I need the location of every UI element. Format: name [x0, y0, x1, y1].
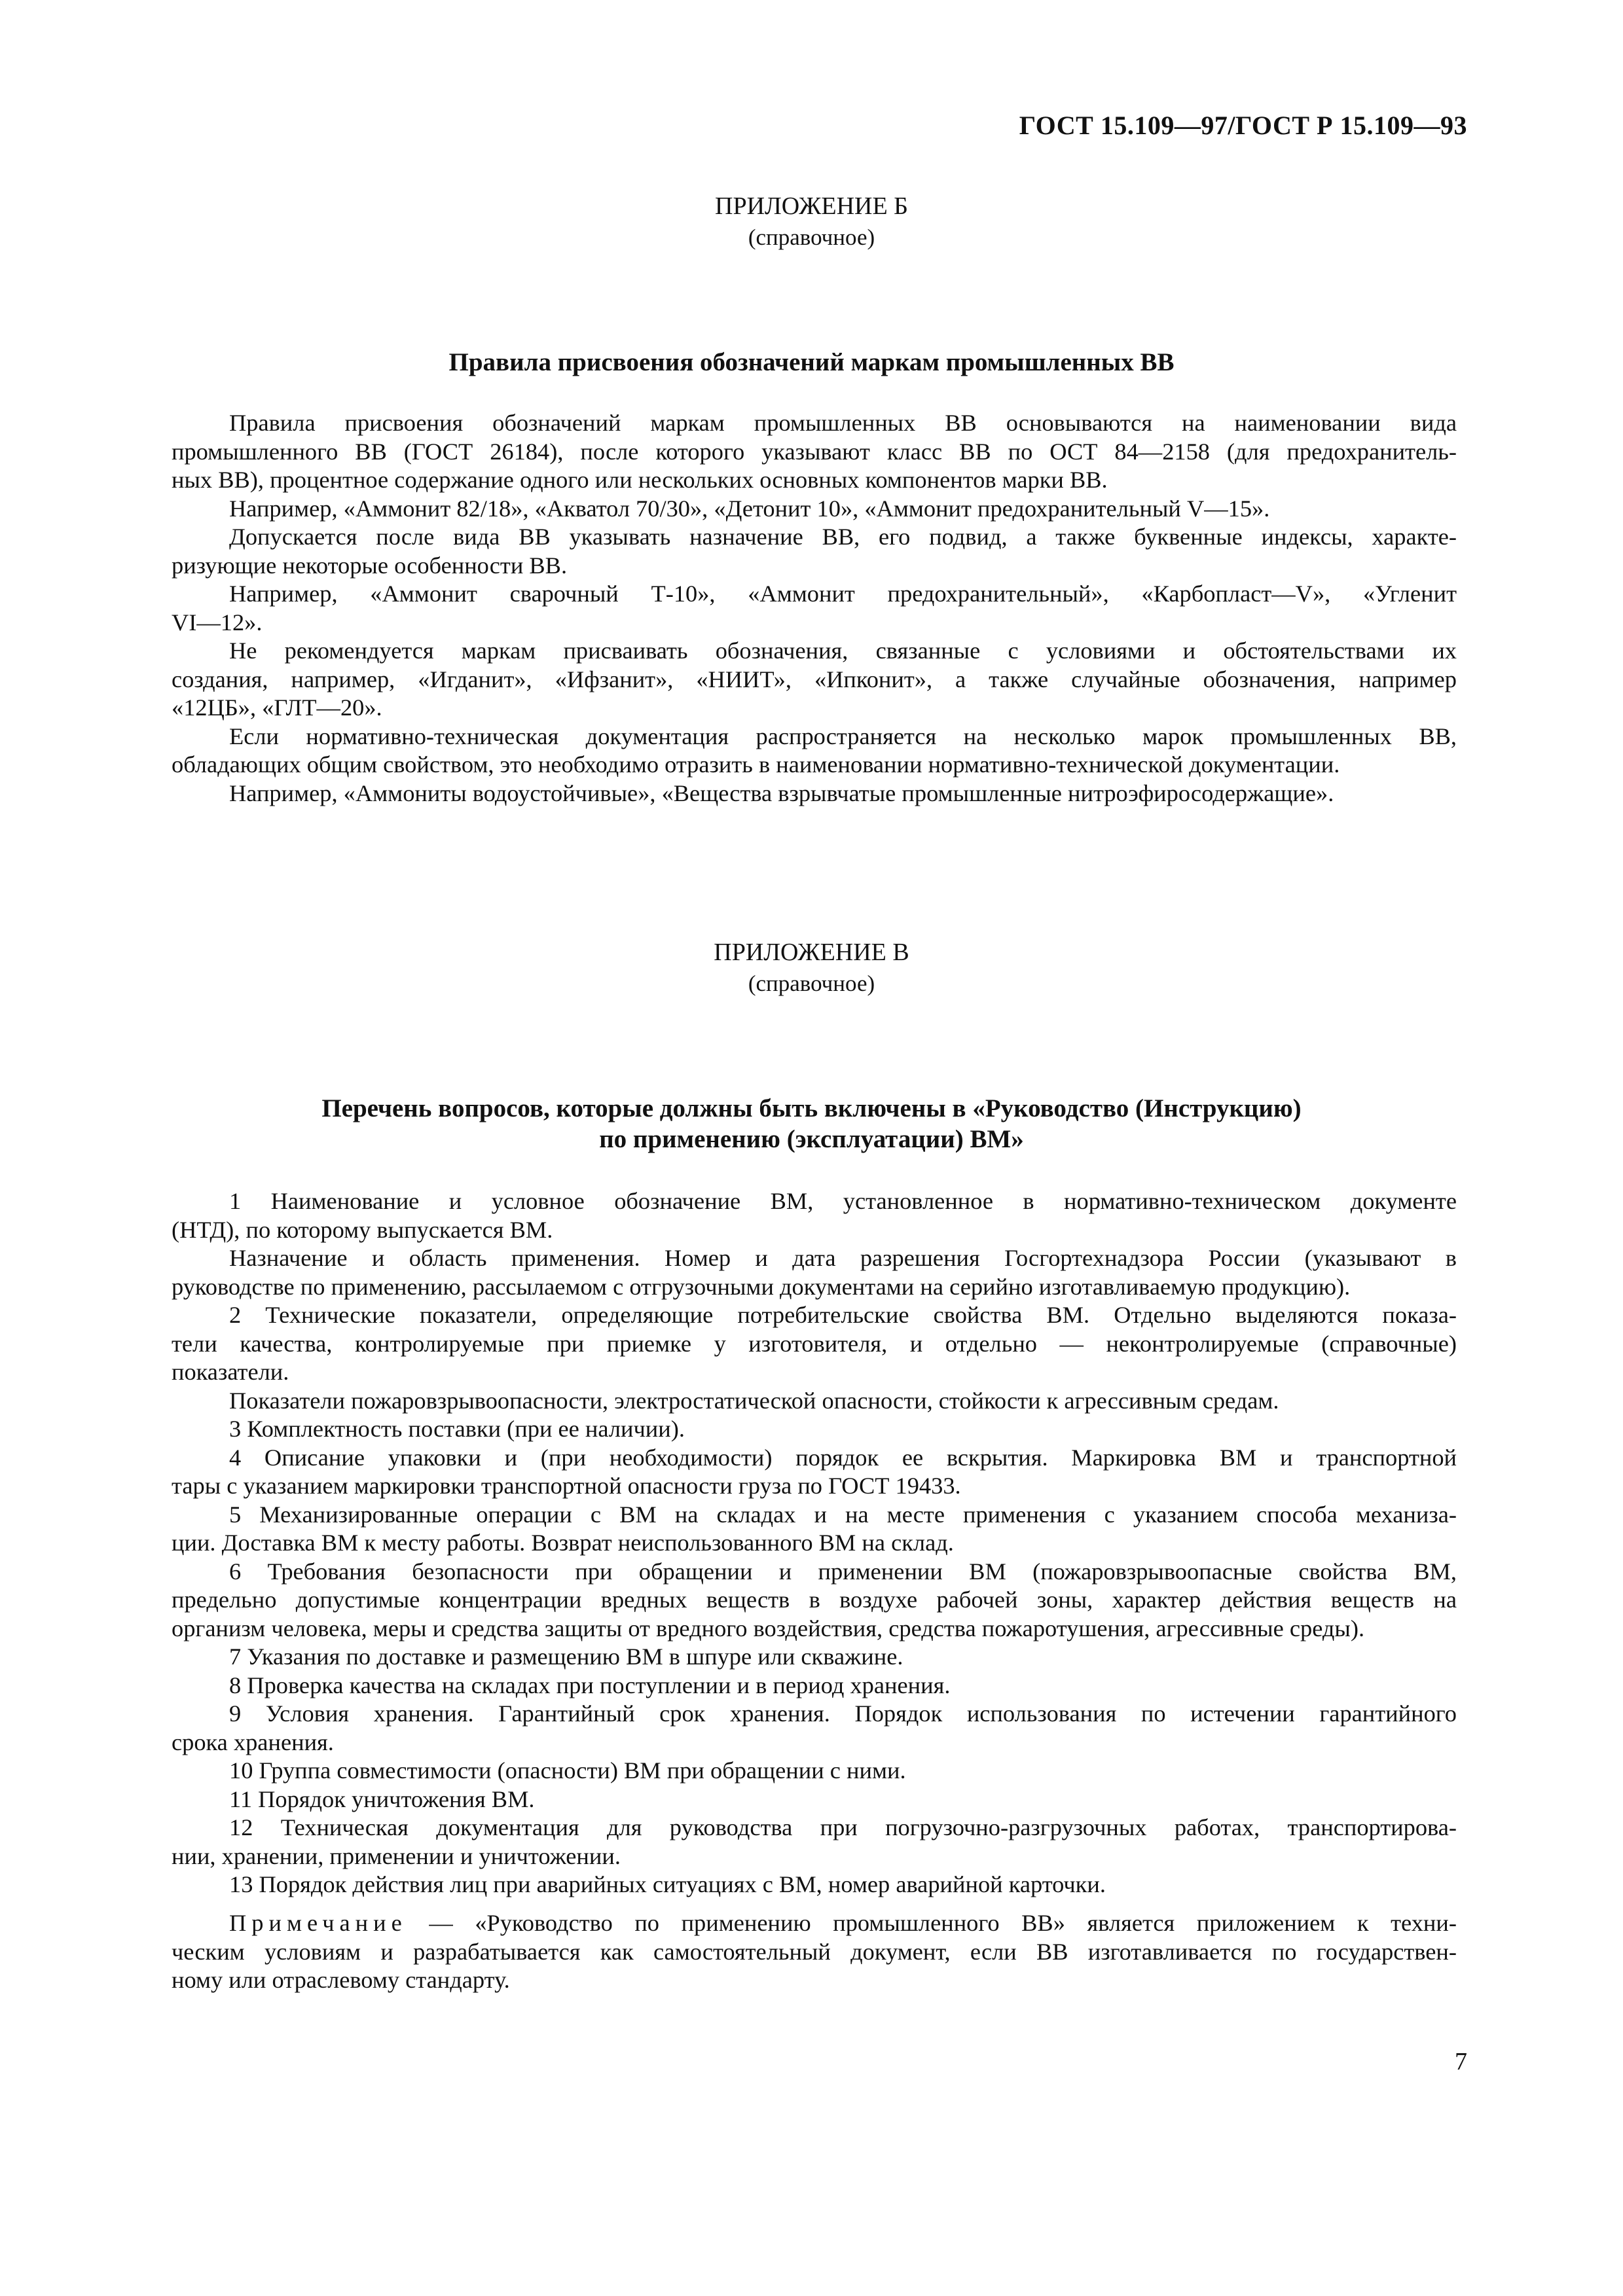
paragraph-line: предельно допустимые концентрации вредных веществ в воздухе рабочей зоны, характер действия веществ на — [172, 1587, 1457, 1613]
appendix-b-paragraph — [172, 637, 1457, 723]
appendix-v-title-line-2: по применению (эксплуатации) ВМ» — [599, 1125, 1024, 1153]
note-label: Примечание — [229, 1910, 407, 1936]
appendix-b-paragraph — [172, 580, 1457, 637]
appendix-b-label: ПРИЛОЖЕНИЕ Б — [715, 192, 908, 220]
paragraph-line: 4 Описание упаковки и (при необходимости) порядок ее вскрытия. Маркировка ВМ и транспортной — [229, 1444, 1457, 1471]
paragraph-line: Например, «Аммонит 82/18», «Акватол 70/30», «Детонит 10», «Аммонит предохранительный V—15». — [229, 495, 1270, 522]
appendix-v-title-line-1: Перечень вопросов, которые должны быть включены в «Руководство (Инструкцию) — [321, 1094, 1302, 1122]
appendix-v-paragraph — [172, 1785, 1457, 1814]
paragraph-line: Правила присвоения обозначений маркам промышленных ВВ основываются на наименовании вида — [229, 410, 1457, 436]
appendix-v-paragraph — [172, 1301, 1457, 1387]
appendix-v-paragraph — [172, 1643, 1457, 1672]
appendix-v-label: ПРИЛОЖЕНИЕ В — [714, 939, 909, 966]
paragraph-line: 13 Порядок действия лиц при аварийных ситуациях с ВМ, номер аварийной карточки. — [229, 1871, 1106, 1897]
note-line: ческим условиям и разрабатывается как самостоятельный документ, если ВВ изготавливается по государствен- — [172, 1938, 1457, 1965]
appendix-b-paragraph — [172, 780, 1457, 808]
appendix-b-title: Правила присвоения обозначений маркам промышленных ВВ — [448, 348, 1175, 376]
document-header: ГОСТ 15.109—97/ГОСТ Р 15.109—93 — [1019, 111, 1467, 140]
appendix-v-paragraph — [172, 1415, 1457, 1444]
appendix-v-paragraph — [172, 1501, 1457, 1558]
appendix-v-kind: (справочное) — [748, 971, 875, 996]
paragraph-line: 10 Группа совместимости (опасности) ВМ при обращении с ними. — [229, 1757, 906, 1784]
paragraph-line: 9 Условия хранения. Гарантийный срок хранения. Порядок использования по истечении гарантийного — [229, 1700, 1457, 1727]
appendix-v-paragraph — [172, 1444, 1457, 1501]
note-line: ному или отраслевому стандарту. — [172, 1967, 510, 1993]
appendix-b-paragraph — [172, 495, 1457, 524]
paragraph-line: промышленного ВВ (ГОСТ 26184), после которого указывают класс ВВ по ОСТ 84—2158 (для предохранитель- — [172, 438, 1457, 465]
note-line — [172, 1909, 1457, 1938]
note-block — [172, 1909, 1457, 1995]
paragraph-line: Допускается после вида ВВ указывать назначение ВВ, его подвид, а также буквенные индексы, характе- — [229, 524, 1457, 550]
appendix-b-body — [172, 409, 1457, 808]
paragraph-line: (НТД), по которому выпускается ВМ. — [172, 1216, 553, 1243]
paragraph-line: ных ВВ), процентное содержание одного или нескольких основных компонентов марки ВВ. — [172, 467, 1108, 493]
paragraph-line: тары с указанием маркировки транспортной опасности груза по ГОСТ 19433. — [172, 1473, 961, 1499]
paragraph-line: Если нормативно-техническая документация распространяется на несколько марок промышленных ВВ, — [229, 723, 1457, 749]
appendix-v-heading — [0, 937, 1623, 999]
page-number: 7 — [1455, 2048, 1467, 2075]
appendix-b-paragraph — [172, 723, 1457, 780]
paragraph-line: тели качества, контролируемые при приемке у изготовителя, и отдельно — неконтролируемые (справочные) — [172, 1330, 1457, 1357]
appendix-v-paragraph — [172, 1244, 1457, 1301]
paragraph-line: срока хранения. — [172, 1729, 334, 1755]
paragraph-line: VI—12». — [172, 609, 263, 636]
paragraph-line: Не рекомендуется маркам присваивать обозначения, связанные с условиями и обстоятельствами их — [229, 637, 1457, 664]
appendix-v-title — [0, 1093, 1623, 1155]
paragraph-line: 2 Технические показатели, определяющие потребительские свойства ВМ. Отдельно выделяются показа- — [229, 1302, 1457, 1328]
appendix-b-paragraph — [172, 409, 1457, 495]
appendix-v-paragraph — [172, 1187, 1457, 1244]
paragraph-line: 5 Механизированные операции с ВМ на складах и на месте применения с указанием способа механиза- — [229, 1501, 1457, 1528]
paragraph-line: Например, «Аммонит сварочный Т-10», «Аммонит предохранительный», «Карбопласт—V», «Угленит — [229, 581, 1457, 607]
paragraph-line: 12 Техническая документация для руководства при погрузочно-разгрузочных работах, транспортирова- — [229, 1814, 1457, 1840]
appendix-v-paragraph — [172, 1672, 1457, 1700]
paragraph-line: Назначение и область применения. Номер и дата разрешения Госгортехнадзора России (указывают в — [229, 1245, 1457, 1271]
note-paragraph — [172, 1909, 1457, 1995]
paragraph-line: показатели. — [172, 1359, 289, 1385]
paragraph-line: «12ЦБ», «ГЛТ—20». — [172, 694, 382, 721]
appendix-v-paragraph — [172, 1757, 1457, 1785]
paragraph-line: нии, хранении, применении и уничтожении. — [172, 1842, 621, 1869]
appendix-v-paragraph — [172, 1814, 1457, 1871]
paragraph-line: Например, «Аммониты водоустойчивые», «Вещества взрывчатые промышленные нитроэфиросодержащие». — [229, 780, 1334, 806]
appendix-v-paragraph — [172, 1387, 1457, 1416]
appendix-b-kind: (справочное) — [748, 224, 875, 250]
appendix-v-paragraph — [172, 1700, 1457, 1757]
appendix-v-body — [172, 1187, 1457, 1899]
paragraph-line: 3 Комплектность поставки (при ее наличии). — [229, 1416, 685, 1442]
appendix-b-paragraph — [172, 523, 1457, 580]
paragraph-line: 6 Требования безопасности при обращении и применении ВМ (пожаровзрывоопасные свойства ВМ, — [229, 1558, 1457, 1585]
paragraph-line: ции. Доставка ВМ к месту работы. Возврат неиспользованного ВМ на склад. — [172, 1530, 954, 1556]
appendix-b-heading — [0, 191, 1623, 253]
paragraph-line: ризующие некоторые особенности ВВ. — [172, 552, 568, 579]
note-text: — «Руководство по применению промышленного ВВ» является приложением к техни- — [407, 1910, 1457, 1936]
appendix-v-paragraph — [172, 1558, 1457, 1643]
paragraph-line: 8 Проверка качества на складах при поступлении и в период хранения. — [229, 1672, 951, 1698]
paragraph-line: 1 Наименование и условное обозначение ВМ, установленное в нормативно-техническом документе — [229, 1188, 1457, 1214]
paragraph-line: обладающих общим свойством, это необходимо отразить в наименовании нормативно-технической документации. — [172, 751, 1340, 778]
paragraph-line: организм человека, меры и средства защиты от вредного воздействия, средства пожаротушения, агрессивные среды). — [172, 1615, 1365, 1641]
paragraph-line: Показатели пожаровзрывоопасности, электростатической опасности, стойкости к агрессивным средам. — [229, 1387, 1279, 1414]
paragraph-line: руководстве по применению, рассылаемом с отгрузочными документами на серийно изготавливаемую продукцию). — [172, 1273, 1351, 1300]
paragraph-line: создания, например, «Игданит», «Ифзанит», «НИИТ», «Ипконит», а также случайные обозначения, например — [172, 666, 1457, 692]
paragraph-line: 7 Указания по доставке и размещению ВМ в шпуре или скважине. — [229, 1643, 903, 1670]
paragraph-line: 11 Порядок уничтожения ВМ. — [229, 1785, 535, 1812]
appendix-v-paragraph — [172, 1871, 1457, 1899]
